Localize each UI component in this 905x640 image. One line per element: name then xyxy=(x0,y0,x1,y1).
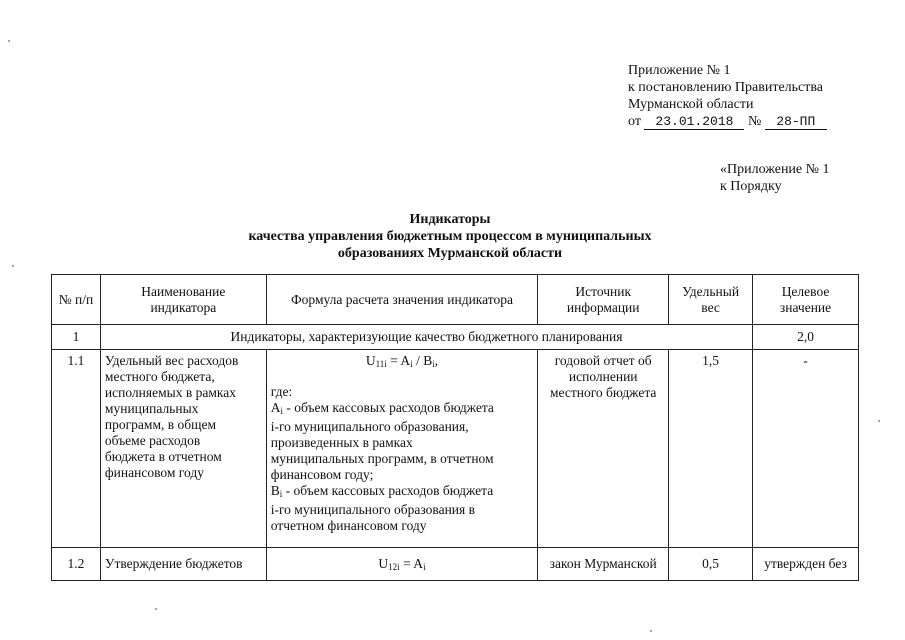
formula-b-sub: i xyxy=(432,359,435,369)
a-desc-3: произведенных в рамках xyxy=(270,435,413,450)
formula-div-b: / B xyxy=(412,353,433,368)
row-1-1-name-l1: Удельный вес расходов xyxy=(104,353,239,368)
header-date-line xyxy=(628,113,827,130)
formula-u-sub: 11i xyxy=(375,359,387,369)
scan-speck xyxy=(12,265,14,267)
indicators-table xyxy=(51,274,859,581)
formula-tail: , xyxy=(434,353,439,368)
col-source-header-l2: информации xyxy=(566,299,640,315)
col-name-header xyxy=(100,275,266,325)
b-desc-3: отчетном финансовом году xyxy=(270,518,427,533)
row-1-1-name-l6: объеме расходов xyxy=(104,433,201,448)
a-var: A xyxy=(270,400,281,415)
row-1-1-num: 1.1 xyxy=(52,350,101,548)
row-1-1-formula xyxy=(266,350,538,548)
row-1-1-name-l4: муниципальных xyxy=(104,401,199,416)
b-desc-1: - объем кассовых расходов бюджета xyxy=(285,483,494,498)
appendix-block xyxy=(720,161,830,195)
row-1-1-name-l8: финансовом году xyxy=(104,465,204,480)
formula-a-def-l1 xyxy=(271,400,534,419)
formula-b-def-l1 xyxy=(271,483,534,502)
row-1-2-target: утвержден без xyxy=(753,548,859,581)
appendix-line-2: к Порядку xyxy=(720,179,782,194)
col-formula-header: Формула расчета значения индикатора xyxy=(266,275,538,325)
b-desc-2: i-го муниципального образования в xyxy=(270,502,475,517)
resolution-header xyxy=(628,62,827,130)
table-row-1-2 xyxy=(52,548,859,581)
col-weight-header xyxy=(669,275,753,325)
scan-speck xyxy=(650,630,652,632)
title-line-1: Индикаторы xyxy=(409,212,491,227)
appendix-line-1: «Приложение № 1 xyxy=(720,162,830,177)
row-1-1-name-l7: бюджета в отчетном xyxy=(104,449,222,464)
formula-u-var: U xyxy=(365,353,376,368)
a-desc-5: финансовом году; xyxy=(270,467,374,482)
formula-a-sub: i xyxy=(410,359,413,369)
section-title: Индикаторы, характеризующие качество бюджетного планирования xyxy=(100,325,752,350)
formula-u11 xyxy=(271,353,534,372)
col-weight-header-l1: Удельный xyxy=(682,283,740,299)
scan-speck xyxy=(8,40,10,42)
row-1-1-name-l5: программ, в общем xyxy=(104,417,217,432)
u12-eq-a: = A xyxy=(399,556,424,571)
u12-a-sub: i xyxy=(423,562,426,572)
u12-sub: 12i xyxy=(388,562,400,572)
col-num-header: № п/п xyxy=(52,275,101,325)
row-1-1-target: - xyxy=(753,350,859,548)
row-1-2-name: Утверждение бюджетов xyxy=(100,548,266,581)
number-value: 28-ПП xyxy=(765,115,827,130)
section-row-1 xyxy=(52,325,859,350)
a-desc-1: - объем кассовых расходов бюджета xyxy=(286,400,494,415)
title-line-3: образованиях Мурманской области xyxy=(337,246,563,261)
col-source-header-l1: Источник xyxy=(575,283,632,299)
col-name-header-l2: индикатора xyxy=(150,299,217,315)
formula-eq-a: = A xyxy=(386,353,411,368)
header-line-2: к постановлению Правительства xyxy=(628,80,824,95)
section-num: 1 xyxy=(52,325,101,350)
header-line-3: Мурманской области xyxy=(628,97,754,112)
document-title xyxy=(200,211,700,262)
row-1-2-source: закон Мурманской xyxy=(538,548,669,581)
table-header-row xyxy=(52,275,859,325)
row-1-1-name xyxy=(100,350,266,548)
number-prefix: № xyxy=(747,114,762,129)
title-line-2: качества управления бюджетным процессом в муниципальных xyxy=(248,229,652,244)
row-1-1-source-l1: годовой отчет об xyxy=(554,353,652,368)
formula-where: где: xyxy=(270,384,293,399)
a-desc-4: муниципальных программ, в отчетном xyxy=(270,451,494,466)
col-target-header xyxy=(753,275,859,325)
row-1-1-source-l2: исполнении xyxy=(568,369,638,384)
scan-speck xyxy=(878,420,880,422)
header-line-1: Приложение № 1 xyxy=(628,63,731,78)
col-target-header-l1: Целевое xyxy=(781,283,830,299)
row-1-1-weight: 1,5 xyxy=(669,350,753,548)
u12-var: U xyxy=(378,556,389,571)
row-1-1-name-l2: местного бюджета, xyxy=(104,369,215,384)
date-value: 23.01.2018 xyxy=(644,115,744,130)
b-var-sub: i xyxy=(279,489,283,499)
row-1-2-formula xyxy=(266,548,538,581)
b-var: B xyxy=(270,483,280,498)
row-1-1-source xyxy=(538,350,669,548)
date-prefix: от xyxy=(628,114,641,129)
col-weight-header-l2: вес xyxy=(701,299,720,315)
a-var-sub: i xyxy=(280,406,283,416)
row-1-2-num: 1.2 xyxy=(52,548,101,581)
scan-speck xyxy=(155,608,157,610)
col-target-header-l2: значение xyxy=(779,299,832,315)
row-1-2-weight: 0,5 xyxy=(669,548,753,581)
table-row-1-1 xyxy=(52,350,859,548)
row-1-1-source-l3: местного бюджета xyxy=(549,385,657,400)
section-weight: 2,0 xyxy=(753,325,859,350)
col-source-header xyxy=(538,275,669,325)
col-name-header-l1: Наименование xyxy=(141,283,226,299)
row-1-1-name-l3: исполняемых в рамках xyxy=(104,385,236,400)
a-desc-2: i-го муниципального образования, xyxy=(270,419,469,434)
